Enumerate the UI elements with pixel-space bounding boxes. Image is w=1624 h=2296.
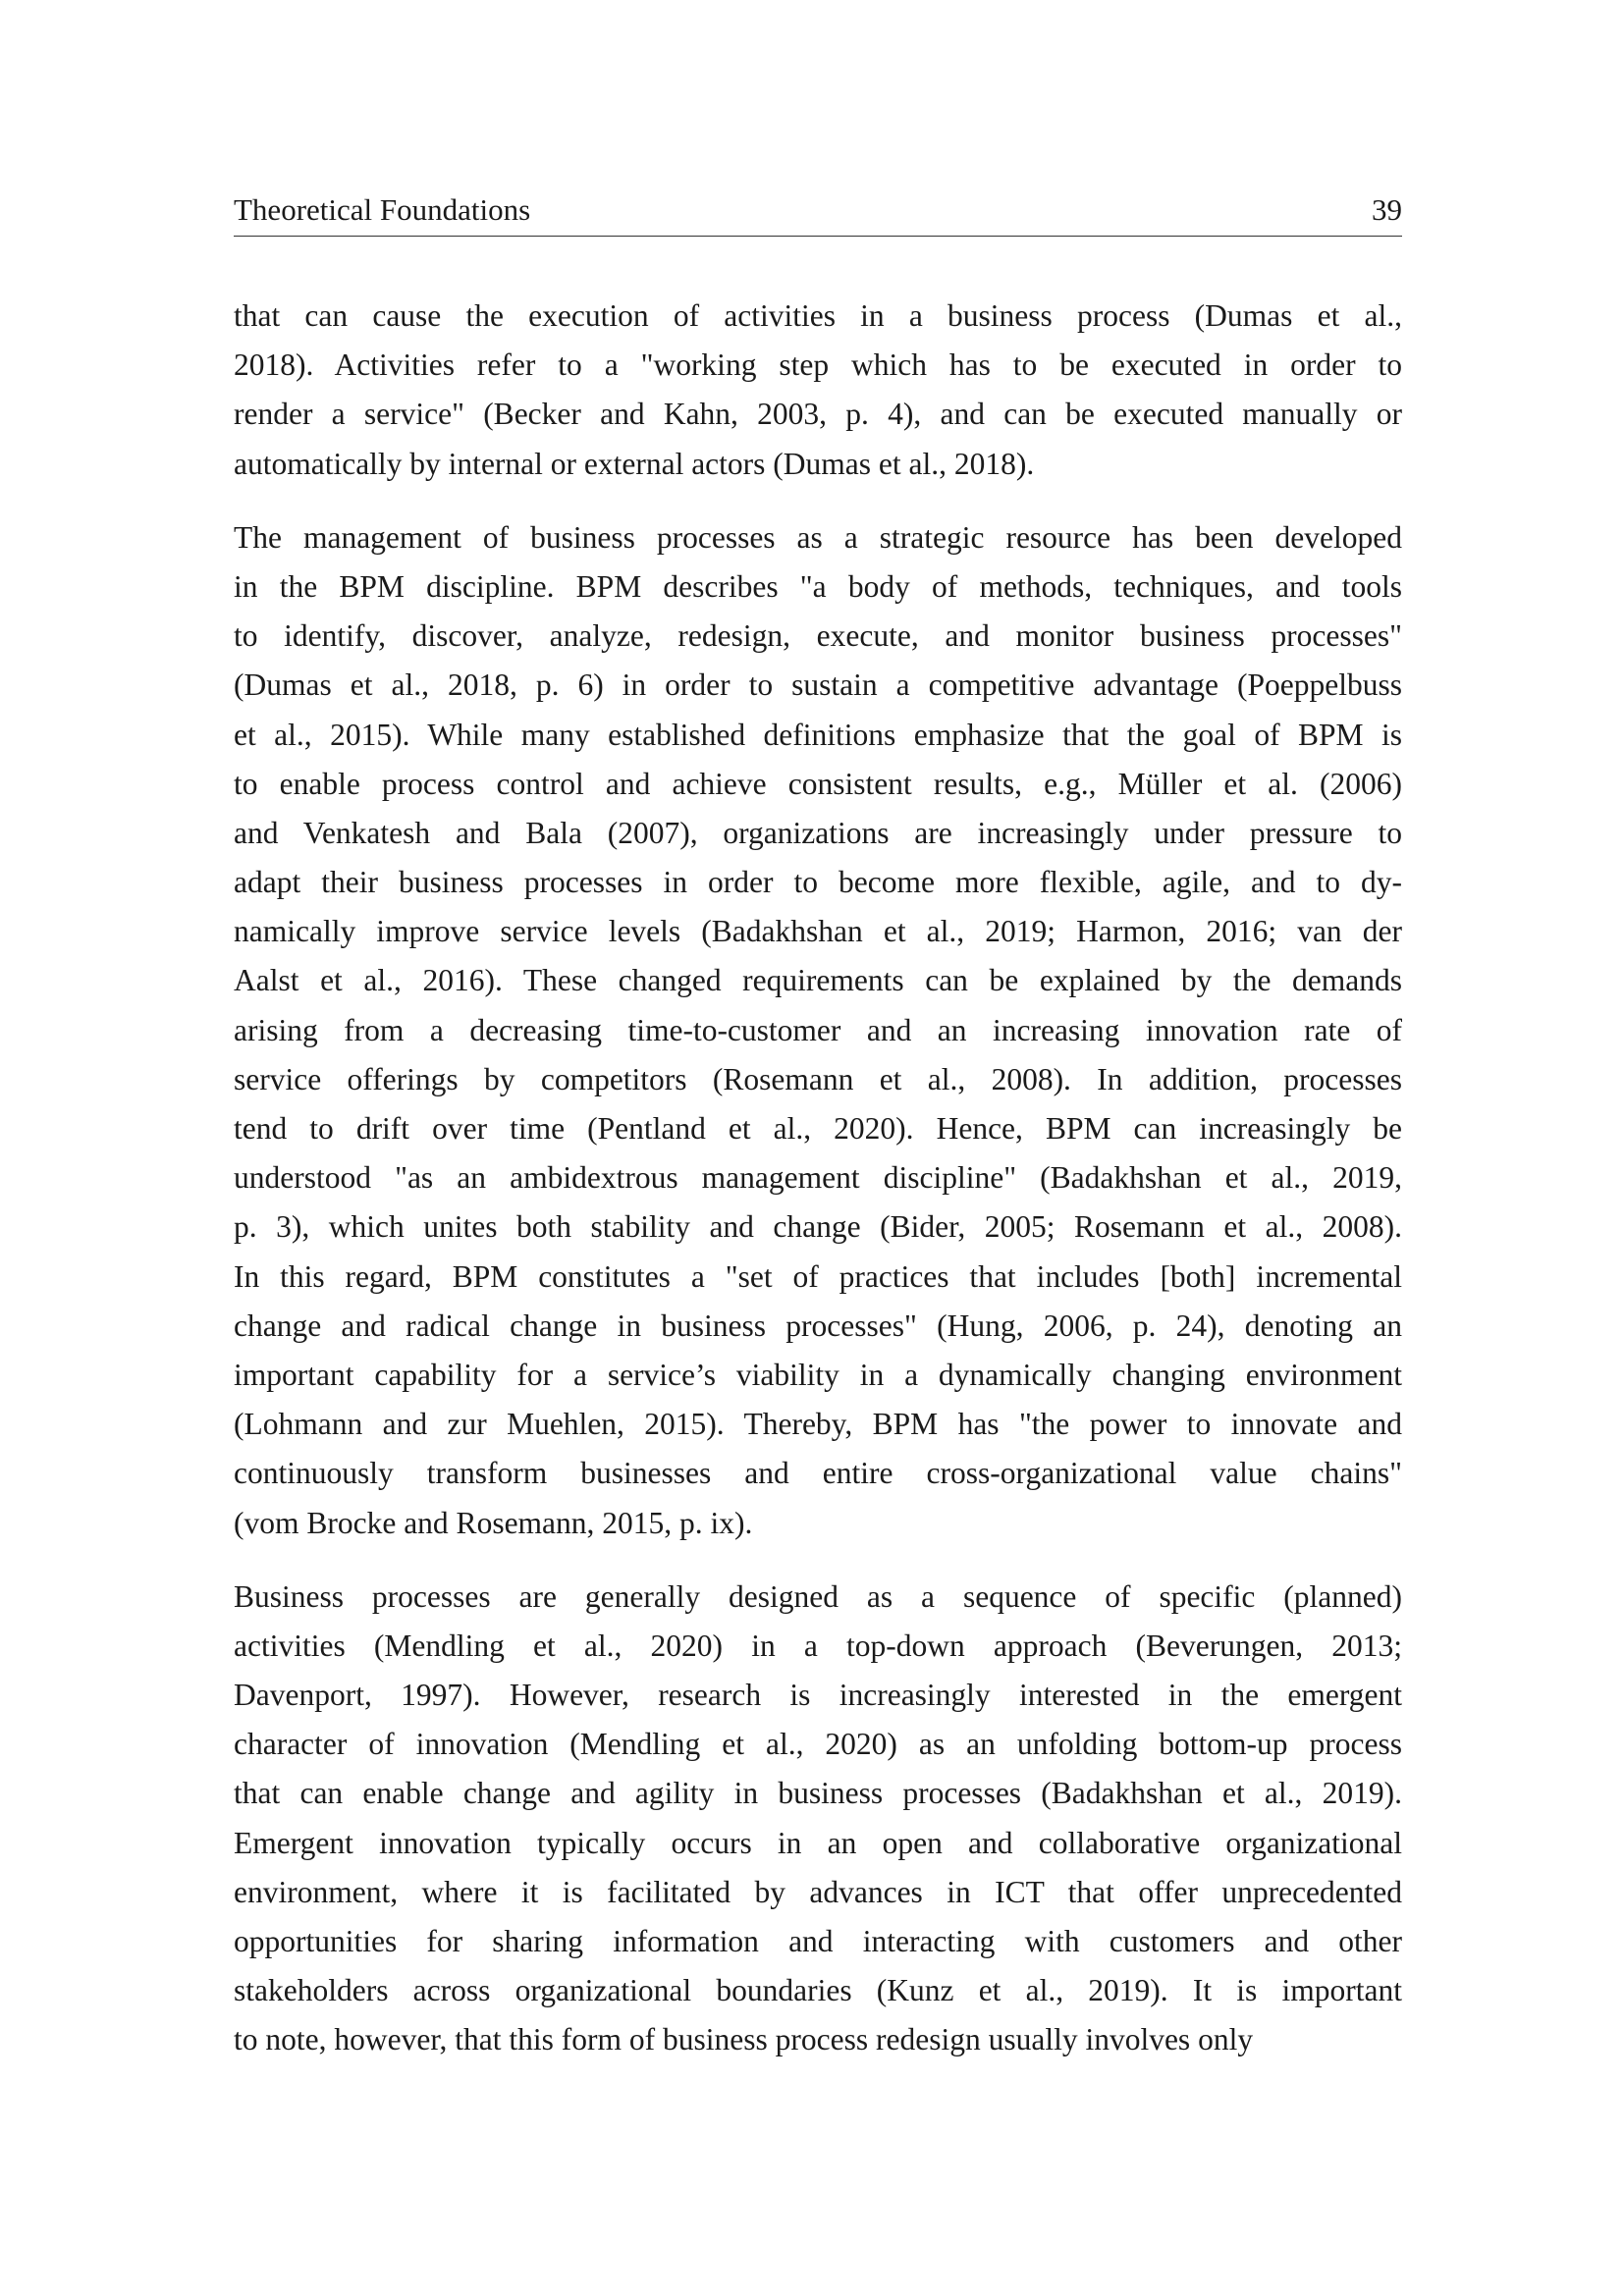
- text-line: opportunities for sharing information and interacting with customers and other: [234, 1924, 1402, 1958]
- text-line: stakeholders across organizational boundaries (Kunz et al., 2019). It is important: [234, 1973, 1402, 2008]
- chapter-title: Theoretical Foundations: [234, 192, 531, 227]
- text-line: important capability for a service’s viability in a dynamically changing environment: [234, 1357, 1402, 1392]
- text-line: tend to drift over time (Pentland et al., 2020). Hence, BPM can increasingly be: [234, 1111, 1402, 1146]
- running-header: [234, 192, 1402, 237]
- text-line: automatically by internal or external actors (Dumas et al., 2018).: [234, 446, 1035, 481]
- text-line: Aalst et al., 2016). These changed requirements can be explained by the demands: [234, 963, 1402, 998]
- text-line: et al., 2015). While many established definitions emphasize that the goal of BPM is: [234, 717, 1402, 752]
- text-line: service offerings by competitors (Rosemann et al., 2008). In addition, processes: [234, 1061, 1402, 1096]
- text-line: Davenport, 1997). However, research is increasingly interested in the emergent: [234, 1678, 1402, 1713]
- text-line: and Venkatesh and Bala (2007), organizations are increasingly under pressure to: [234, 815, 1402, 850]
- text-line: In this regard, BPM constitutes a "set of practices that includes [both] incremental: [234, 1258, 1402, 1294]
- text-line: that can enable change and agility in business processes (Badakhshan et al., 2019).: [234, 1776, 1402, 1811]
- text-line: change and radical change in business processes" (Hung, 2006, p. 24), denoting an: [234, 1308, 1402, 1343]
- text-line: namically improve service levels (Badakhshan et al., 2019; Harmon, 2016; van der: [234, 914, 1402, 949]
- text-line: activities (Mendling et al., 2020) in a top-down approach (Beverungen, 2013;: [234, 1628, 1402, 1663]
- text-line: that can cause the execution of activities in a business process (Dumas et al.,: [234, 298, 1402, 333]
- text-line: render a service" (Becker and Kahn, 2003, p. 4), and can be executed manually or: [234, 397, 1402, 432]
- text-line: arising from a decreasing time-to-customer and an increasing innovation rate of: [234, 1012, 1402, 1047]
- page-number: 39: [1372, 192, 1402, 227]
- text-line: (vom Brocke and Rosemann, 2015, p. ix).: [234, 1505, 753, 1540]
- text-line: Emergent innovation typically occurs in an open and collaborative organizational: [234, 1825, 1402, 1860]
- body-text: [234, 292, 1402, 2090]
- text-line: to identify, discover, analyze, redesign, execute, and monitor business processes": [234, 618, 1402, 654]
- paragraph: [234, 292, 1402, 489]
- text-line: to note, however, that this form of business process redesign usually involves only: [234, 2022, 1254, 2057]
- text-line: to enable process control and achieve consistent results, e.g., Müller et al. (2006): [234, 766, 1402, 801]
- text-line: environment, where it is facilitated by advances in ICT that offer unprecedented: [234, 1874, 1402, 1909]
- text-line: 2018). Activities refer to a "working step which has to be executed in order to: [234, 347, 1402, 383]
- text-line: (Lohmann and zur Muehlen, 2015). Thereby, BPM has "the power to innovate and: [234, 1407, 1402, 1442]
- text-line: Business processes are generally designed as a sequence of specific (planned): [234, 1578, 1402, 1614]
- text-line: understood "as an ambidextrous management discipline" (Badakhshan et al., 2019,: [234, 1160, 1402, 1196]
- paragraph: [234, 1573, 1402, 2065]
- text-line: in the BPM discipline. BPM describes "a body of methods, techniques, and tools: [234, 568, 1402, 604]
- text-line: p. 3), which unites both stability and change (Bider, 2005; Rosemann et al., 2008).: [234, 1209, 1402, 1245]
- text-line: character of innovation (Mendling et al., 2020) as an unfolding bottom-up process: [234, 1727, 1402, 1762]
- text-line: (Dumas et al., 2018, p. 6) in order to sustain a competitive advantage (Poeppelbuss: [234, 667, 1402, 703]
- text-line: continuously transform businesses and entire cross-organizational value chains": [234, 1456, 1402, 1491]
- text-line: adapt their business processes in order to become more flexible, agile, and to dy-: [234, 865, 1402, 900]
- paragraph: [234, 513, 1402, 1548]
- text-line: The management of business processes as a strategic resource has been developed: [234, 519, 1402, 555]
